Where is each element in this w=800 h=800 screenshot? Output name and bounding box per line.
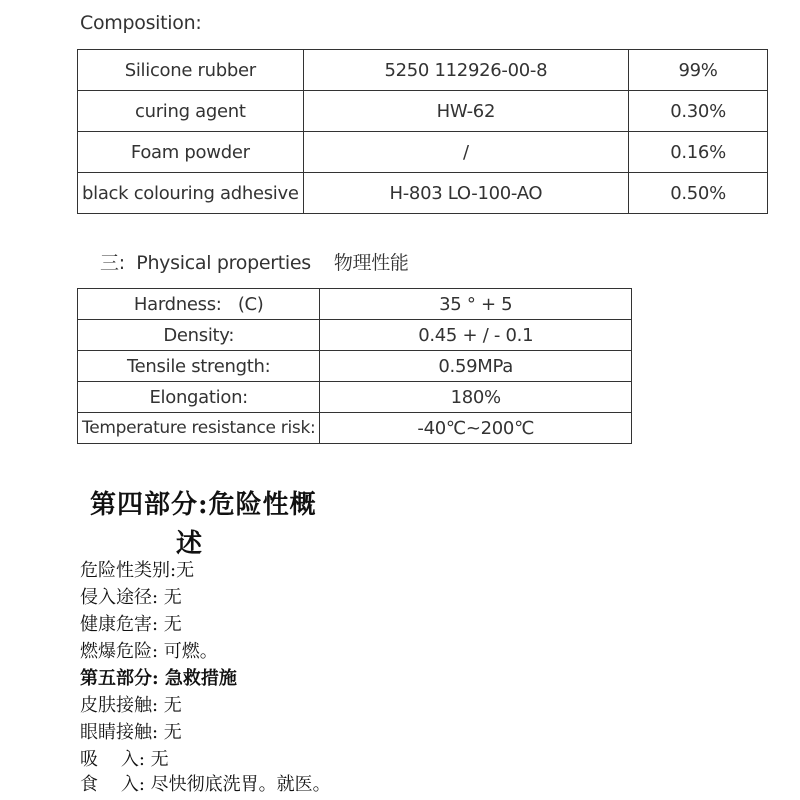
table-row <box>78 50 768 91</box>
property-value-cell: 35 ° + 5 <box>320 289 632 320</box>
section5-title: 第五部分: 急救措施 <box>80 668 237 689</box>
property-label-cell: Temperature resistance risk: <box>78 413 320 444</box>
composition-table <box>77 49 768 214</box>
property-value-cell: 180% <box>320 382 632 413</box>
property-value-cell: 0.45 + / - 0.1 <box>320 320 632 351</box>
composition-code-cell: HW-62 <box>303 91 628 132</box>
table-row <box>78 289 632 320</box>
property-label-cell: Tensile strength: <box>78 351 320 382</box>
composition-code-cell: H-803 LO-100-AO <box>303 173 628 214</box>
hazard-category-line: 危险性类别:无 <box>80 560 195 581</box>
table-row <box>78 132 768 173</box>
composition-percent-cell: 0.30% <box>629 91 768 132</box>
composition-name-cell: black colouring adhesive <box>78 173 304 214</box>
composition-name-cell: Foam powder <box>78 132 304 173</box>
composition-name-cell: Silicone rubber <box>78 50 304 91</box>
section4-title-line2: 述 <box>176 529 204 559</box>
table-row <box>78 173 768 214</box>
composition-percent-cell: 0.16% <box>629 132 768 173</box>
fire-explosion-hazard-line: 燃爆危险: 可燃。 <box>80 641 218 662</box>
table-row <box>78 351 632 382</box>
ingestion-line: 食 入: 尽快彻底洗胃。就医。 <box>80 774 331 795</box>
physical-properties-heading: 三: Physical properties 物理性能 <box>100 252 409 274</box>
skin-contact-line: 皮肤接触: 无 <box>80 695 182 716</box>
composition-name-cell: curing agent <box>78 91 304 132</box>
health-hazard-line: 健康危害: 无 <box>80 614 182 635</box>
property-label-cell: Hardness: (C) <box>78 289 320 320</box>
table-row <box>78 320 632 351</box>
composition-code-cell: 5250 112926-00-8 <box>303 50 628 91</box>
property-value-cell: -40℃~200℃ <box>320 413 632 444</box>
physical-properties-table <box>77 288 632 444</box>
property-label-cell: Density: <box>78 320 320 351</box>
eye-contact-line: 眼睛接触: 无 <box>80 722 182 743</box>
table-row <box>78 413 632 444</box>
property-label-cell: Elongation: <box>78 382 320 413</box>
table-row <box>78 382 632 413</box>
composition-percent-cell: 0.50% <box>629 173 768 214</box>
composition-code-cell: / <box>303 132 628 173</box>
property-value-cell: 0.59MPa <box>320 351 632 382</box>
entry-route-line: 侵入途径: 无 <box>80 587 182 608</box>
table-row <box>78 91 768 132</box>
composition-heading: Composition: <box>80 12 202 34</box>
inhalation-line: 吸 入: 无 <box>80 749 169 770</box>
composition-percent-cell: 99% <box>629 50 768 91</box>
section4-title-line1: 第四部分:危险性概 <box>90 490 317 520</box>
